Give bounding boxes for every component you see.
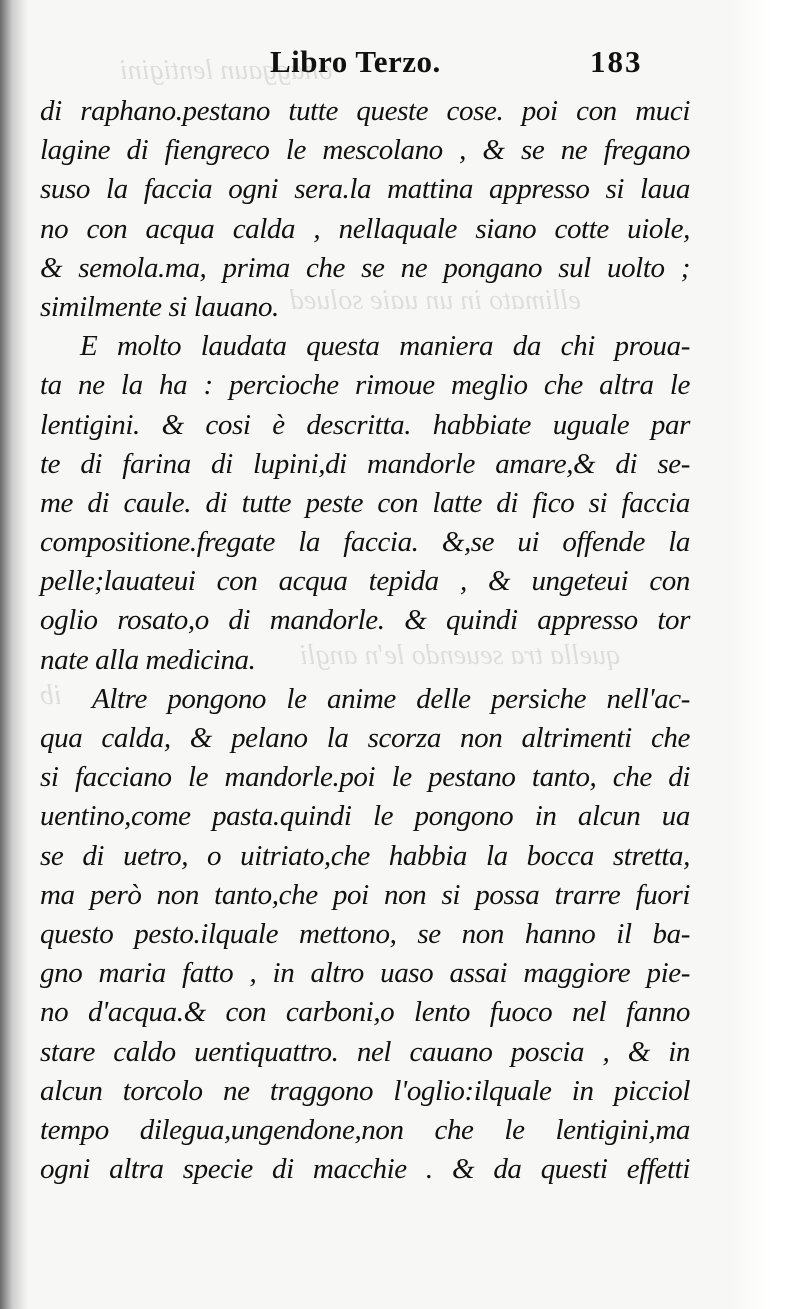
text-line: compositione.fregate la faccia. &,se ui offende la [40,526,690,559]
text-line: stare caldo uentiquattro. nel cauano poscia , & in [40,1035,690,1068]
text-line: nate alla medicina. [40,643,256,676]
text-line: lagine di fiengreco le mescolano , & se ne fregano [40,134,690,167]
text-line: te di farina di lupini,di mandorle amare,& di se- [40,447,690,480]
running-head: Libro Terzo. [270,44,441,79]
page-number: 183 [590,44,643,79]
text-line: di raphano.pestano tutte queste cose. poi con muci [40,95,690,127]
text-line: qua calda, & pelano la scorza non altrimenti che [40,722,690,754]
text-line: suso la faccia ogni sera.la mattina appresso si laua [40,173,690,206]
show-through-bleed: onaggaun lentigini ellimato in un uaie solued quella tra seuendo le'n angli ib [40,55,621,711]
page-header [0,44,800,88]
page-edge [730,0,800,1309]
body-text [40,92,690,1189]
text-line: se di uetro, o uitriato,che habbia la bocca stretta, [40,839,690,872]
text-line: pelle;lauateui con acqua tepida , & ungeteui con [40,565,690,598]
text-line: E molto laudata questa maniera da chi proua- [80,330,690,363]
text-line: alcun torcolo ne traggono l'oglio:ilquale in picciol [40,1074,690,1107]
text-line: similmente si lauano. [40,290,279,323]
text-line: ogni altra specie di macchie . & da questi effetti [40,1153,690,1186]
text-line: no con acqua calda , nellaquale siano cotte uiole, [40,212,690,245]
text-line: lentigini. & cosi è descritta. habbiate uguale par [40,408,690,441]
text-line: ta ne la ha : percioche rimoue meglio che altra le [40,369,690,402]
text-line: no d'acqua.& con carboni,o lento fuoco nel fanno [40,996,690,1029]
gutter-shadow [0,0,28,1309]
text-line: uentino,come pasta.quindi le pongono in alcun ua [40,800,690,833]
text-line: questo pesto.ilquale mettono, se non hanno il ba- [40,917,690,950]
text-line: & semola.ma, prima che se ne pongano sul uolto ; [40,251,690,284]
text-line: si facciano le mandorle.poi le pestano tanto, che di [40,761,690,794]
text-line: oglio rosato,o di mandorle. & quindi appresso tor [40,604,690,637]
text-line: tempo dilegua,ungendone,non che le lentigini,ma [40,1113,690,1146]
text-line: Altre pongono le anime delle persiche nell'ac- [92,682,690,715]
text-line: me di caule. di tutte peste con latte di fico si faccia [40,486,690,519]
text-line: ma però non tanto,che poi non si possa trarre fuori [40,878,690,911]
text-line: gno maria fatto , in altro uaso assai maggiore pie- [40,957,690,990]
